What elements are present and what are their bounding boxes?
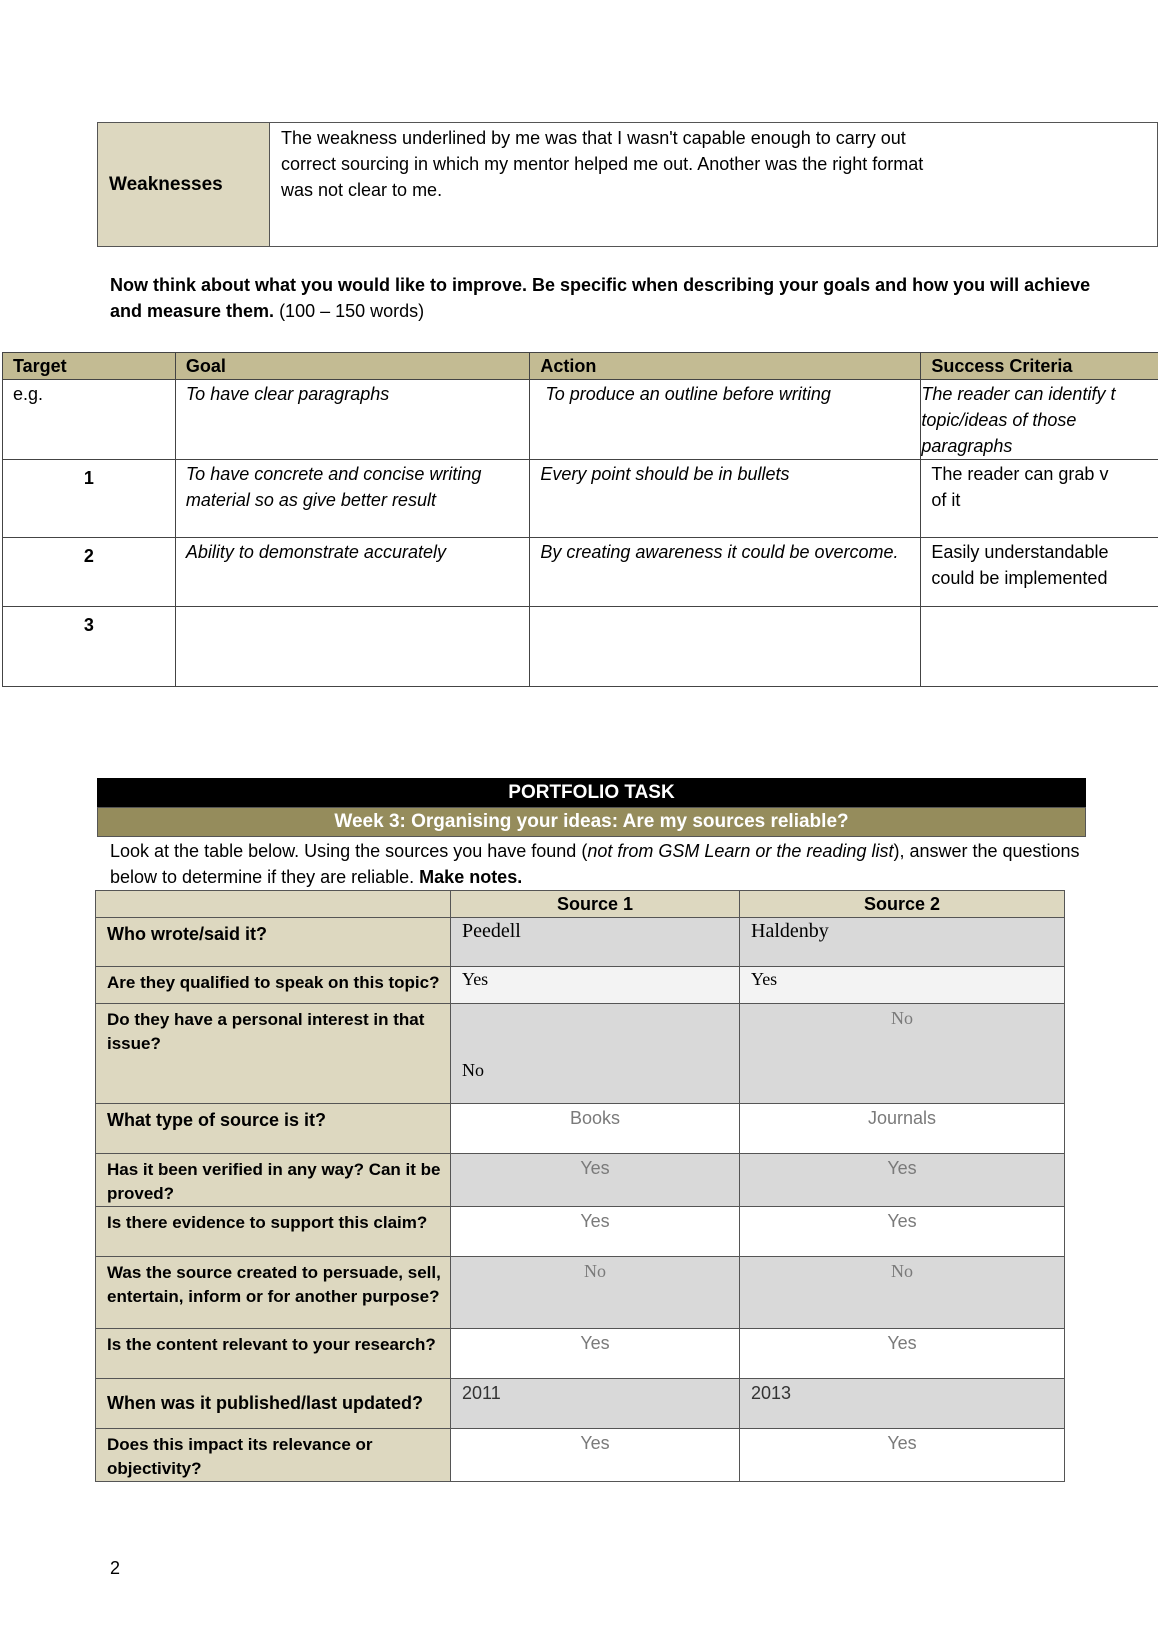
source1-cell[interactable]: No bbox=[451, 1257, 740, 1329]
source1-cell[interactable]: Yes bbox=[451, 1154, 740, 1207]
goals-header-row bbox=[3, 353, 1158, 380]
instruction-bold: Now think about what you would like to improve. Be specific when describing your goals and how you will achieve and measure them. bbox=[110, 275, 1091, 321]
source2-cell[interactable]: Yes bbox=[740, 1429, 1065, 1482]
source1-cell[interactable]: Yes bbox=[451, 967, 740, 1004]
action-cell[interactable]: By creating awareness it could be overcome. bbox=[530, 538, 921, 607]
instr-italic: not from GSM Learn or the reading list bbox=[587, 841, 894, 861]
header-target: Target bbox=[3, 353, 176, 380]
improvement-instruction bbox=[110, 272, 1100, 324]
question-cell: Do they have a personal interest in that issue? bbox=[96, 1004, 451, 1104]
success-cell[interactable]: Easily understandable could be implemented bbox=[921, 538, 1158, 607]
goal-cell[interactable]: To have clear paragraphs bbox=[175, 380, 530, 460]
table-row bbox=[96, 1004, 1065, 1104]
source1-cell[interactable]: Peedell bbox=[451, 918, 740, 967]
source2-cell[interactable]: Haldenby bbox=[740, 918, 1065, 967]
success-cell[interactable]: The reader can identify t topic/ideas of those paragraphs bbox=[921, 380, 1158, 460]
table-row bbox=[96, 1154, 1065, 1207]
action-cell[interactable] bbox=[530, 607, 921, 687]
sources-header-row bbox=[96, 891, 1065, 918]
goals-table bbox=[2, 352, 1158, 687]
header-action: Action bbox=[530, 353, 921, 380]
question-cell: Is there evidence to support this claim? bbox=[96, 1207, 451, 1257]
table-row bbox=[96, 1257, 1065, 1329]
question-cell: Who wrote/said it? bbox=[96, 918, 451, 967]
target-cell: 1 bbox=[3, 460, 176, 538]
table-row bbox=[96, 918, 1065, 967]
table-row bbox=[3, 607, 1158, 687]
success-cell[interactable] bbox=[921, 607, 1158, 687]
target-cell: e.g. bbox=[3, 380, 176, 460]
action-cell[interactable]: Every point should be in bullets bbox=[530, 460, 921, 538]
portfolio-title: PORTFOLIO TASK bbox=[97, 778, 1086, 807]
source1-cell[interactable]: Books bbox=[451, 1104, 740, 1154]
source1-cell[interactable]: Yes bbox=[451, 1429, 740, 1482]
source1-header: Source 1 bbox=[451, 891, 740, 918]
weaknesses-text[interactable]: The weakness underlined by me was that I wasn't capable enough to carry out correct sourcing in which my mentor helped me out. Another was the right format was not clear to me. bbox=[270, 123, 1158, 247]
page-number: 2 bbox=[110, 1558, 121, 1578]
action-cell[interactable]: To produce an outline before writing bbox=[530, 380, 921, 460]
table-row bbox=[96, 1104, 1065, 1154]
weaknesses-table bbox=[97, 122, 1158, 247]
portfolio-instruction bbox=[110, 838, 1110, 890]
goal-cell[interactable]: Ability to demonstrate accurately bbox=[175, 538, 530, 607]
source1-cell[interactable]: Yes bbox=[451, 1329, 740, 1379]
instruction-wordcount: (100 – 150 words) bbox=[274, 301, 425, 321]
source2-cell[interactable]: Yes bbox=[740, 967, 1065, 1004]
question-cell: Has it been verified in any way? Can it be proved? bbox=[96, 1154, 451, 1207]
weaknesses-label: Weaknesses bbox=[98, 123, 270, 247]
question-cell: What type of source is it? bbox=[96, 1104, 451, 1154]
header-success: Success Criteria bbox=[921, 353, 1158, 380]
goal-cell[interactable]: To have concrete and concise writing material so as give better result bbox=[175, 460, 530, 538]
table-row bbox=[3, 538, 1158, 607]
sources-table bbox=[95, 890, 1065, 1482]
question-cell: Was the source created to persuade, sell, entertain, inform or for another purpose? bbox=[96, 1257, 451, 1329]
portfolio-subtitle: Week 3: Organising your ideas: Are my sources reliable? bbox=[97, 807, 1086, 837]
source2-cell[interactable]: Journals bbox=[740, 1104, 1065, 1154]
instr-part-a: Look at the table below. Using the sources you have found ( bbox=[110, 841, 588, 861]
source2-cell[interactable]: 2013 bbox=[740, 1379, 1065, 1429]
table-row bbox=[96, 967, 1065, 1004]
target-cell: 2 bbox=[3, 538, 176, 607]
goal-cell[interactable] bbox=[175, 607, 530, 687]
source1-cell[interactable]: 2011 bbox=[451, 1379, 740, 1429]
success-cell[interactable]: The reader can grab v of it bbox=[921, 460, 1158, 538]
question-cell: Is the content relevant to your research? bbox=[96, 1329, 451, 1379]
header-goal: Goal bbox=[175, 353, 530, 380]
table-row bbox=[96, 1207, 1065, 1257]
instr-bold: Make notes. bbox=[419, 867, 523, 887]
source1-cell[interactable]: Yes bbox=[451, 1207, 740, 1257]
source2-cell[interactable]: Yes bbox=[740, 1329, 1065, 1379]
source2-cell[interactable]: No bbox=[740, 1004, 1065, 1104]
instr-part-b: ), answer the questions below to determine if they are reliable. bbox=[110, 841, 1080, 887]
question-cell: Does this impact its relevance or objectivity? bbox=[96, 1429, 451, 1482]
source2-cell[interactable]: No bbox=[740, 1257, 1065, 1329]
table-row bbox=[96, 1429, 1065, 1482]
table-row bbox=[96, 1379, 1065, 1429]
target-cell: 3 bbox=[3, 607, 176, 687]
question-cell: Are they qualified to speak on this topic? bbox=[96, 967, 451, 1004]
source2-cell[interactable]: Yes bbox=[740, 1207, 1065, 1257]
question-cell: When was it published/last updated? bbox=[96, 1379, 451, 1429]
source1-cell[interactable]: No bbox=[451, 1004, 740, 1104]
source2-cell[interactable]: Yes bbox=[740, 1154, 1065, 1207]
table-row bbox=[3, 380, 1158, 460]
table-row bbox=[96, 1329, 1065, 1379]
table-row bbox=[3, 460, 1158, 538]
source2-header: Source 2 bbox=[740, 891, 1065, 918]
blank-header bbox=[96, 891, 451, 918]
